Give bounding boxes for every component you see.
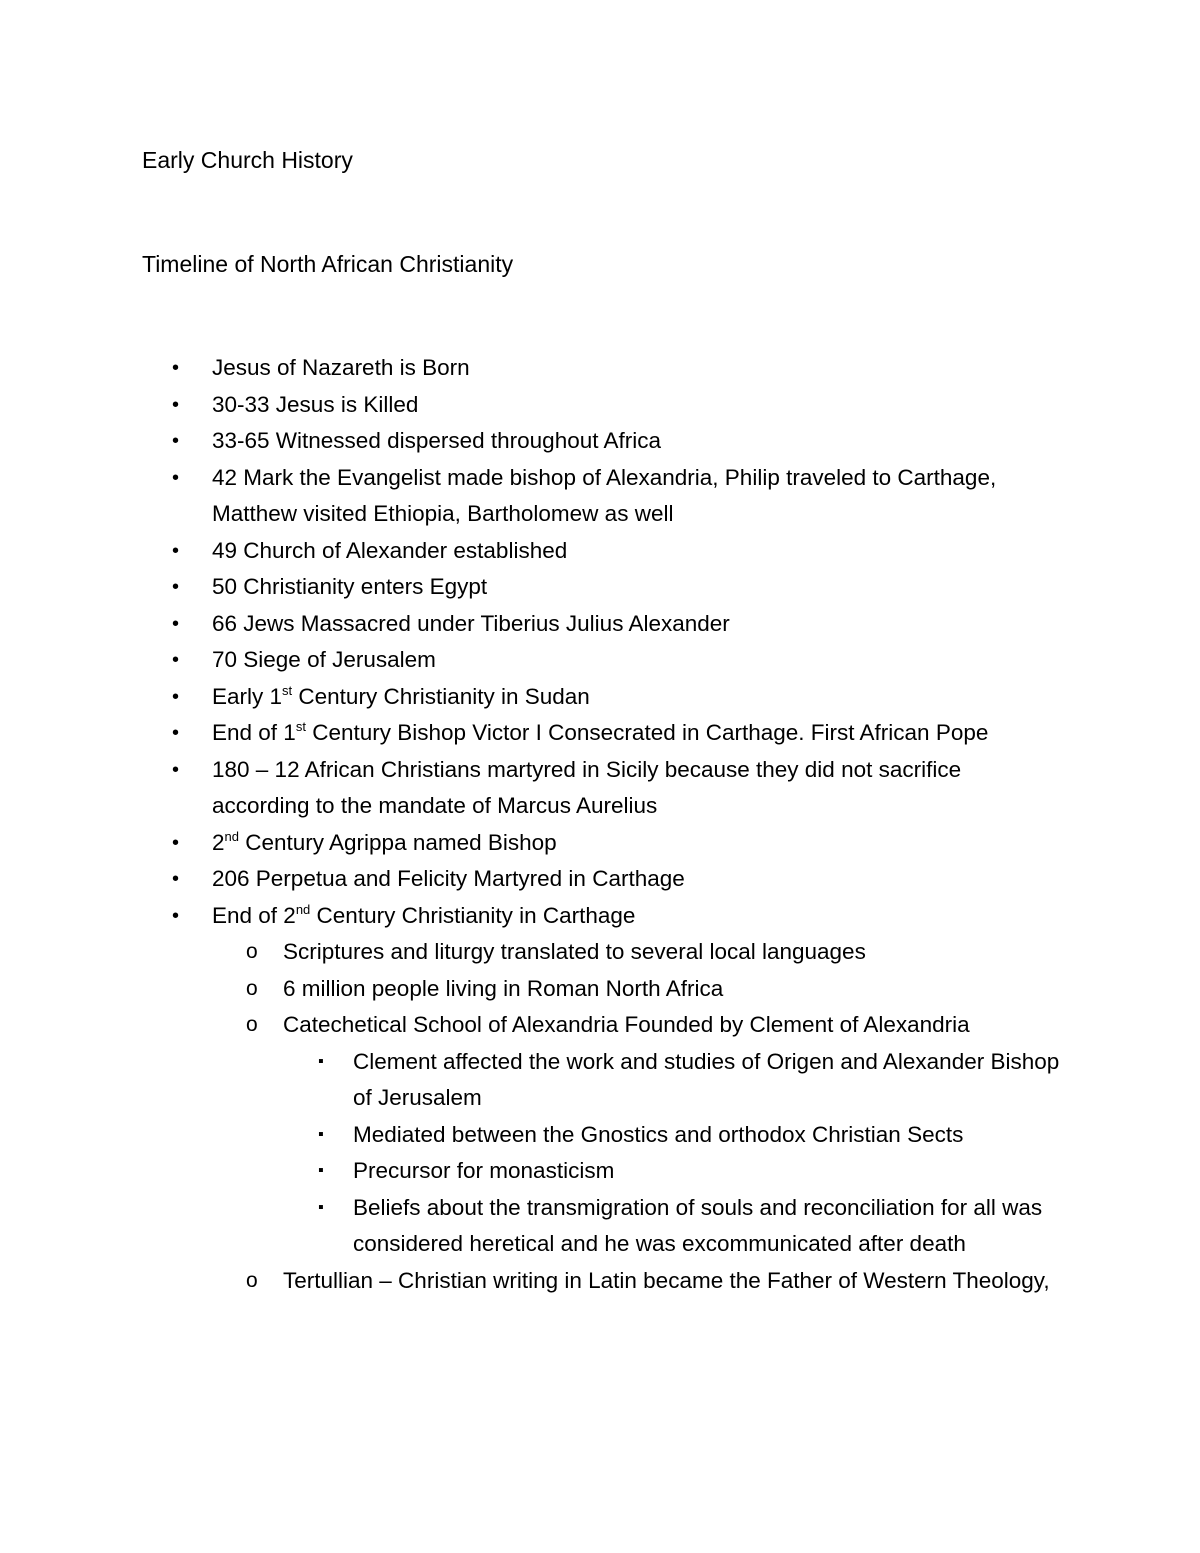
bullet-icon: o	[246, 976, 258, 1000]
timeline-item-level-2	[0, 934, 1063, 971]
timeline-item-text: Mediated between the Gnostics and orthodox Christian Sects	[353, 1121, 964, 1147]
timeline-item-level-1	[0, 606, 1032, 643]
timeline-item-text: 70 Siege of Jerusalem	[212, 647, 436, 672]
timeline-item-level-3	[0, 1190, 1063, 1263]
bullet-icon: •	[172, 357, 180, 379]
bullet-icon: ▪	[318, 1125, 324, 1143]
timeline-item-text: Jesus of Nazareth is Born	[212, 355, 470, 380]
timeline-item-text: 50 Christianity enters Egypt	[212, 574, 488, 599]
timeline-item-text: Clement affected the work and studies of Origen and Alexander Bishop of Jerusalem	[353, 1048, 1060, 1110]
bullet-icon: •	[172, 685, 180, 708]
document-title: Early Church History	[142, 147, 353, 173]
timeline-item-level-1	[0, 387, 1032, 424]
timeline-item-level-1	[0, 423, 1032, 460]
timeline-item-level-2	[0, 1007, 1063, 1044]
ordinal-superscript: st	[282, 682, 293, 698]
document-subtitle: Timeline of North African Christianity	[142, 251, 514, 277]
timeline-item-level-1	[0, 569, 1032, 606]
timeline-item-text	[212, 830, 557, 855]
timeline-item-level-1	[0, 642, 1032, 679]
timeline-item-level-1	[0, 861, 1032, 898]
timeline-item-text: Scriptures and liturgy translated to several local languages	[283, 939, 866, 964]
timeline-item-level-1	[0, 715, 1032, 752]
timeline-item-text: 49 Church of Alexander established	[212, 537, 568, 563]
timeline-item-text: 6 million people living in Roman North Africa	[283, 975, 724, 1001]
timeline-item-text: 66 Jews Massacred under Tiberius Julius Alexander	[212, 610, 730, 636]
timeline-item-text: Precursor for monasticism	[353, 1158, 615, 1183]
bullet-icon: ▪	[318, 1198, 324, 1216]
timeline-item-level-1	[0, 825, 1032, 862]
bullet-icon: •	[172, 868, 180, 890]
bullet-icon: •	[172, 831, 180, 854]
item-text-start: End of 2	[212, 902, 296, 928]
bullet-icon: •	[172, 904, 180, 927]
bullet-icon: •	[172, 758, 180, 781]
timeline-item-text: 206 Perpetua and Felicity Martyred in Carthage	[212, 866, 685, 891]
timeline-item-level-3	[0, 1153, 1063, 1190]
bullet-icon: o	[246, 1013, 258, 1036]
ordinal-superscript: st	[295, 719, 306, 734]
timeline-item-level-1	[0, 752, 1032, 825]
timeline-item-text	[212, 684, 590, 709]
ordinal-superscript: nd	[224, 828, 239, 844]
timeline-item-text: 33-65 Witnessed dispersed throughout Africa	[212, 428, 662, 453]
bullet-icon: •	[172, 466, 180, 489]
item-text-end: Century Bishop Victor I Consecrated in Carthage. First African Pope	[305, 720, 989, 745]
bullet-icon: o	[246, 1268, 258, 1292]
timeline-item-level-3	[0, 1044, 1063, 1117]
item-text-start: 2	[212, 829, 225, 855]
timeline-item-level-1	[0, 898, 1032, 935]
timeline-item-level-2	[0, 1263, 1063, 1300]
timeline-item-level-1	[0, 350, 1032, 387]
bullet-icon: •	[172, 722, 180, 744]
bullet-icon: •	[172, 539, 180, 562]
timeline-item-text: 30-33 Jesus is Killed	[212, 391, 419, 417]
bullet-icon: •	[172, 576, 180, 598]
bullet-icon: •	[172, 649, 180, 671]
ordinal-superscript: nd	[295, 901, 311, 917]
bullet-icon: •	[172, 612, 180, 635]
item-text-end: Century Christianity in Carthage	[310, 902, 636, 928]
bullet-icon: ▪	[318, 1052, 324, 1070]
timeline-item-text: Tertullian – Christian writing in Latin became the Father of Western Theology,	[283, 1267, 1050, 1293]
item-text-end: Century Christianity in Sudan	[292, 683, 590, 709]
bullet-icon: •	[172, 393, 180, 416]
timeline-item-text: Beliefs about the transmigration of souls and reconciliation for all was considered heretical and he was excommunicated after death	[353, 1194, 1043, 1256]
timeline-item-text: Catechetical School of Alexandria Founded by Clement of Alexandria	[283, 1012, 970, 1037]
bullet-icon: o	[246, 940, 258, 963]
timeline-list	[0, 350, 1200, 1299]
timeline-item-text	[212, 720, 988, 745]
timeline-item-level-1	[0, 460, 1032, 533]
timeline-item-level-3	[0, 1117, 1063, 1154]
timeline-item-text: 42 Mark the Evangelist made bishop of Alexandria, Philip traveled to Carthage, Matthew visited Ethiopia, Bartholomew as well	[212, 464, 997, 526]
timeline-item-level-1	[0, 533, 1032, 570]
timeline-item-text: 180 – 12 African Christians martyred in Sicily because they did not sacrifice according to the mandate of Marcus Aurelius	[212, 756, 962, 818]
timeline-item-level-2	[0, 971, 1063, 1008]
bullet-icon: •	[172, 430, 180, 452]
item-text-start: End of 1	[212, 720, 296, 745]
timeline-item-level-1	[0, 679, 1032, 716]
bullet-icon: ▪	[318, 1162, 324, 1179]
item-text-start: Early 1	[212, 683, 283, 709]
item-text-end: Century Agrippa named Bishop	[238, 829, 557, 855]
timeline-item-text	[212, 903, 635, 928]
